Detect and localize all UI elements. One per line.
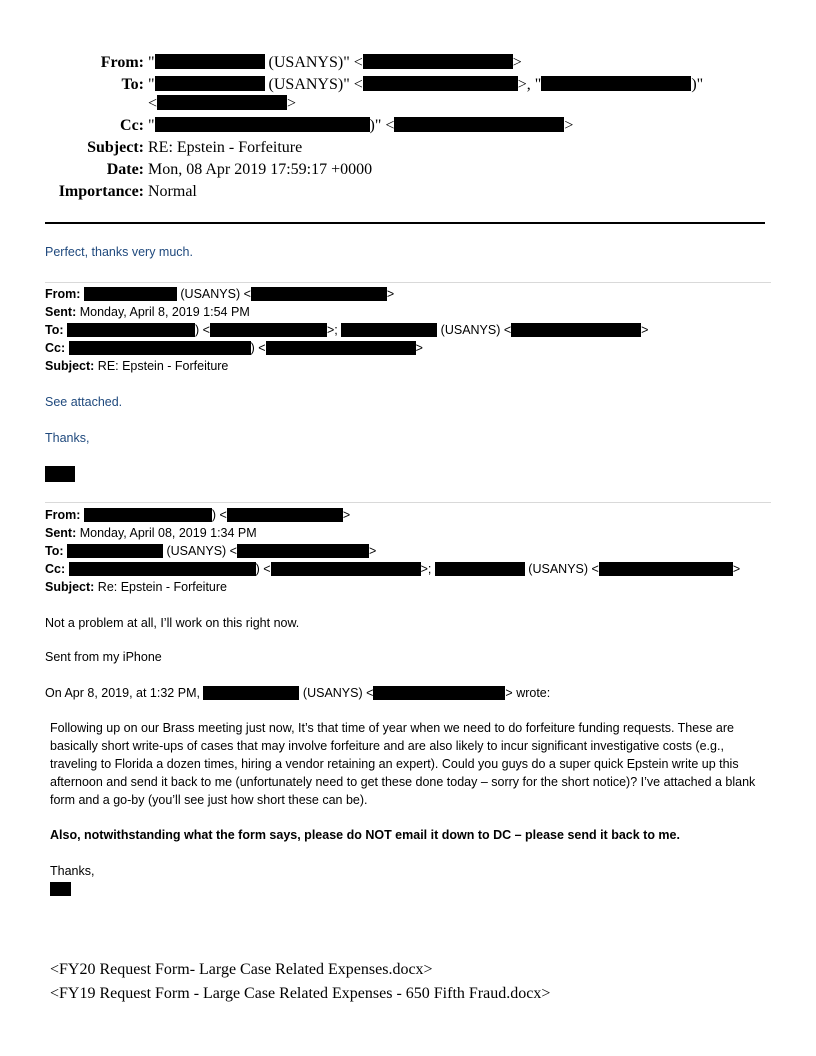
redaction (435, 562, 525, 576)
message-divider (45, 502, 771, 503)
subject-value: RE: Epstein - Forfeiture (148, 139, 303, 156)
msg1-cc: Cc: ) < > (45, 341, 423, 355)
reply-text: Perfect, thanks very much. (45, 245, 193, 259)
redaction (599, 562, 733, 576)
msg1-subject: Subject: RE: Epstein - Forfeiture (45, 359, 229, 373)
redaction (69, 341, 251, 355)
redaction (210, 323, 327, 337)
redaction (511, 323, 641, 337)
cc-value: " )" < > (148, 117, 574, 134)
from-label: From: (100, 54, 144, 71)
header-divider (45, 222, 765, 224)
msg2-sent: Sent: Monday, April 08, 2019 1:34 PM (45, 526, 257, 540)
quoted-paragraph-1: Following up on our Brass meeting just now, It’s that time of year when we need to do forfeiture funding requests. These are basically short write-ups of cases that may involve forfeiture and are also likely to incur significant investigative costs (e.g., traveling to Florida a dozen times, hiring a vendor retaining an expert). Could you guys do a super quick Epstein write up this afternoon and send it back to me (unfortunately need to get these done today – sorry for the short notice)? I’ve attached a blank form and a go-by (you’ll see just how short these can be). (50, 721, 756, 807)
from-value: " (USANYS)" < > (148, 54, 522, 71)
importance-label: Importance: (58, 183, 144, 200)
msg2-subject: Subject: Re: Epstein - Forfeiture (45, 580, 228, 594)
msg2-from: From: ) < > (45, 508, 351, 522)
to-value: " (USANYS)" < >, " )" (148, 76, 704, 93)
msg1-body-line1: See attached. (45, 395, 123, 409)
redaction (84, 508, 212, 522)
msg1-sent: Sent: Monday, April 8, 2019 1:54 PM (45, 305, 250, 319)
msg2-body-line1: Not a problem at all, I’ll work on this right now. (45, 616, 300, 630)
redaction (227, 508, 343, 522)
msg1-body-line2: Thanks, (45, 431, 90, 445)
redaction (155, 117, 370, 132)
redaction (155, 54, 265, 69)
redaction (394, 117, 564, 132)
redaction (541, 76, 691, 91)
redaction (363, 54, 513, 69)
redaction (203, 686, 299, 700)
quoted-paragraph-2: Also, notwithstanding what the form says, please do NOT email it down to DC – please send it back to me. (50, 828, 680, 842)
attachment-1[interactable]: <FY20 Request Form- Large Case Related Expenses.docx> (50, 961, 433, 978)
to-value-line2: < > (148, 95, 297, 112)
cc-label: Cc: (120, 117, 144, 134)
redaction (69, 562, 256, 576)
redaction (67, 544, 163, 558)
msg1-to: To: ) < >; (USANYS) < > (45, 323, 649, 337)
redaction (251, 287, 387, 301)
date-value: Mon, 08 Apr 2019 17:59:17 +0000 (148, 161, 373, 178)
to-label: To: (121, 76, 144, 93)
redaction (341, 323, 437, 337)
redaction (237, 544, 369, 558)
signature-redaction (45, 466, 75, 482)
redaction (157, 95, 287, 110)
msg2-cc: Cc: ) < >; (USANYS) < > (45, 562, 741, 576)
redaction (363, 76, 518, 91)
msg2-body-line2: Sent from my iPhone (45, 650, 162, 664)
redaction (271, 562, 421, 576)
quoted-thanks: Thanks, (50, 864, 95, 878)
importance-value: Normal (148, 183, 197, 200)
redaction (373, 686, 505, 700)
redaction (266, 341, 416, 355)
attachment-2[interactable]: <FY19 Request Form - Large Case Related Expenses - 650 Fifth Fraud.docx> (50, 985, 551, 1002)
msg2-to: To: (USANYS) < > (45, 544, 377, 558)
signature-redaction (50, 882, 71, 896)
subject-label: Subject: (87, 139, 144, 156)
message-divider (45, 282, 771, 283)
redaction (67, 323, 195, 337)
redaction (155, 76, 265, 91)
date-label: Date: (106, 161, 144, 178)
quote-intro: On Apr 8, 2019, at 1:32 PM, (USANYS) < > wrote: (45, 686, 551, 700)
redaction (84, 287, 177, 301)
msg1-from: From: (USANYS) < > (45, 287, 395, 301)
